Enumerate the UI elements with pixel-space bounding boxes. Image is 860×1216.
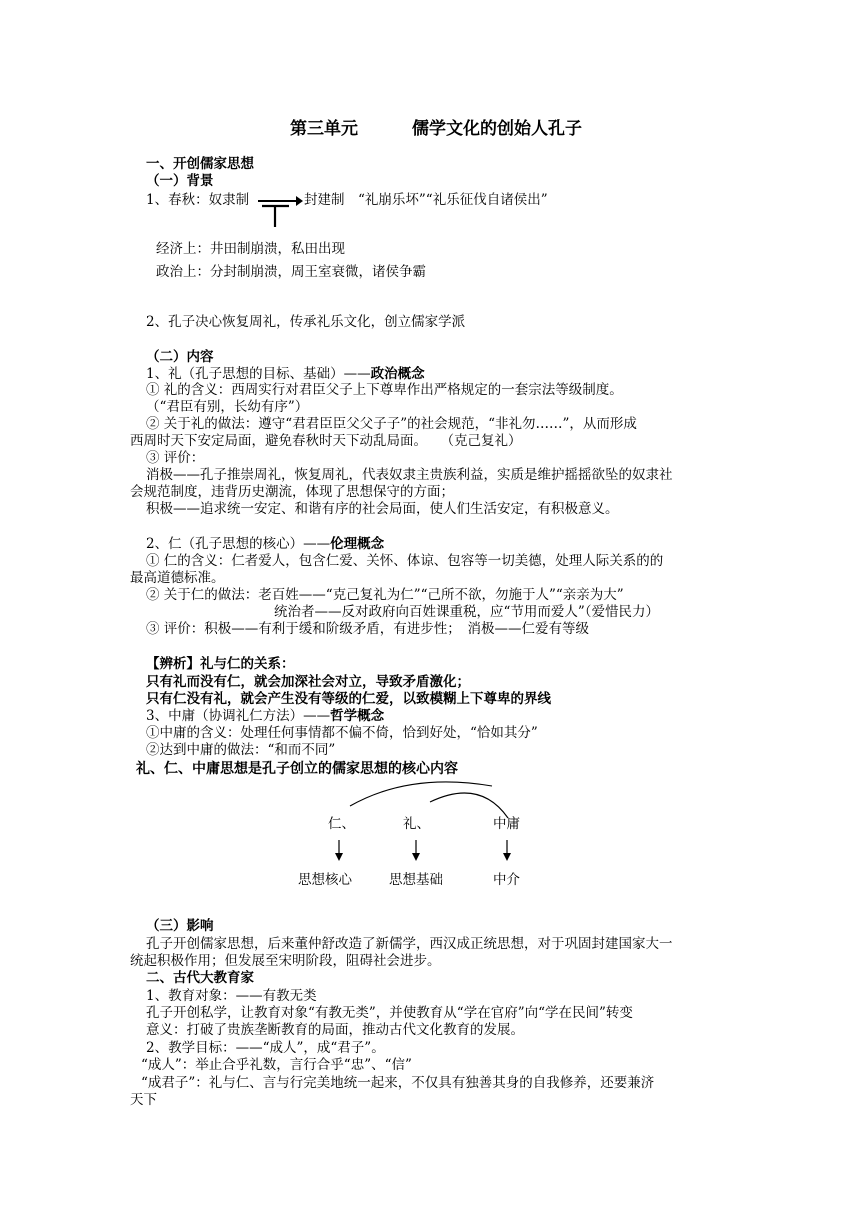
text-line: 经济上：井田制崩溃，私田出现 bbox=[156, 241, 345, 257]
li-concept: 政治概念 bbox=[370, 366, 425, 382]
core-statement: 礼、仁、中庸思想是孔子创立的儒家思想的核心内容 bbox=[136, 761, 458, 777]
text-line: 西周时天下安定局面，避免春秋时天下动乱局面。 （克己复礼） bbox=[130, 433, 522, 449]
diagram-label-basis: 思想基础 bbox=[389, 872, 443, 888]
subsection-heading: （二）内容 bbox=[146, 349, 214, 365]
text-line: （“君臣有别，长幼有序”） bbox=[146, 399, 309, 415]
text-line: ①中庸的含义：处理任何事情都不偏不倚，恰到好处，“恰如其分” bbox=[146, 725, 538, 741]
text-line: ③ 评价：积极——有利于缓和阶级矛盾，有进步性； 消极——仁爱有等级 bbox=[146, 621, 590, 637]
text-line: 2、教学目标：——“成人”，成“君子”。 bbox=[146, 1040, 385, 1056]
analysis-line: 只有礼而没有仁，就会加深社会对立，导致矛盾激化； bbox=[146, 674, 470, 690]
text-line: ① 礼的含义：西周实行对君臣父子上下尊卑作出严格规定的一套宗法等级制度。 bbox=[146, 382, 623, 398]
text-line: “成人”：举止合乎礼数，言行合乎“忠”、“信” bbox=[141, 1057, 412, 1073]
text-line: 1、教育对象：——有教无类 bbox=[146, 988, 317, 1004]
ren-heading: 2、仁（孔子思想的核心）—— bbox=[146, 536, 331, 552]
text-line: 最高道德标准。 bbox=[130, 570, 225, 586]
arrow-down-icon bbox=[503, 840, 511, 861]
arrow-down-icon bbox=[335, 840, 343, 861]
section-heading: 二、古代大教育家 bbox=[146, 970, 254, 986]
text-line: 消极——孔子推崇周礼，恢复周礼，代表奴隶主贵族利益，实质是维护摇摇欲坠的奴隶社 bbox=[146, 467, 673, 483]
text-line: 2、孔子决心恢复周礼，传承礼乐文化，创立儒家学派 bbox=[146, 314, 466, 330]
text-line: 孔子开创儒家思想，后来董仲舒改造了新儒学，西汉成正统思想，对于巩固封建国家大一 bbox=[146, 936, 673, 952]
arc-connector-right bbox=[430, 793, 508, 818]
text-line: 统治者——反对政府向百姓课重税，应“节用而爱人”（爱惜民力） bbox=[274, 604, 660, 620]
text-line: ① 仁的含义：仁者爱人，包含仁爱、关怀、体谅、包容等一切美德，处理人际关系的的 bbox=[146, 553, 664, 569]
arrow-down-icon bbox=[412, 840, 420, 861]
subsection-heading: （三）影响 bbox=[146, 918, 214, 934]
diagram-node-ren: 仁、 bbox=[328, 816, 355, 832]
text-line: 统起积极作用；但发展至宋明阶段，阻碍社会进步。 bbox=[130, 953, 441, 969]
text-line: 意义：打破了贵族垄断教育的局面，推动古代文化教育的发展。 bbox=[146, 1022, 524, 1038]
diagram-label-medium: 中介 bbox=[493, 872, 520, 888]
zy-heading: 3、中庸（协调礼仁方法）—— bbox=[146, 708, 331, 724]
subsection-heading: （一）背景 bbox=[146, 173, 214, 189]
text-line: 孔子开创私学，让教育对象“有教无类”，并使教育从“学在官府”向“学在民间”转变 bbox=[146, 1005, 633, 1021]
analysis-line: 只有仁没有礼，就会产生没有等级的仁爱，以致模糊上下尊卑的界线 bbox=[146, 691, 551, 707]
text-line: ③ 评价： bbox=[146, 450, 205, 466]
text-line: 封建制 “礼崩乐坏”“礼乐征伐自诸侯出” bbox=[304, 192, 548, 208]
text-line: ② 关于仁的做法：老百姓——“克己复礼为仁”“己所不欲，勿施于人”“亲亲为大” bbox=[146, 587, 624, 603]
document-title: 儒学文化的创始人孔子 bbox=[412, 119, 582, 139]
text-line: ② 关于礼的做法：遵守“君君臣臣父父子子”的社会规范，“非礼勿……”，从而形成 bbox=[146, 416, 637, 432]
text-line: 1、春秋：奴隶制 bbox=[146, 192, 250, 208]
text-line: 天下 bbox=[130, 1092, 157, 1108]
section-heading: 一、开创儒家思想 bbox=[146, 156, 254, 172]
diagram-node-li: 礼、 bbox=[403, 816, 430, 832]
arc-connector-left bbox=[350, 782, 492, 806]
diagram-node-zhongyong: 中庸 bbox=[493, 816, 520, 832]
text-line: “成君子”：礼与仁、言与行完美地统一起来，不仅具有独善其身的自我修养，还要兼济 bbox=[141, 1075, 655, 1091]
text-line: 会规范制度，违背历史潮流，体现了思想保守的方面； bbox=[130, 484, 454, 500]
zy-concept: 哲学概念 bbox=[330, 708, 385, 724]
analysis-heading: 【辨析】礼与仁的关系： bbox=[146, 656, 295, 672]
text-line: ②达到中庸的做法：“和而不同” bbox=[146, 742, 336, 758]
diagram-label-core: 思想核心 bbox=[298, 872, 352, 888]
li-heading: 1、礼（孔子思想的目标、基础）—— bbox=[146, 366, 371, 382]
document-unit-title: 第三单元 bbox=[290, 119, 358, 139]
ren-concept: 伦理概念 bbox=[330, 536, 385, 552]
text-line: 政治上：分封制崩溃，周王室衰微，诸侯争霸 bbox=[156, 264, 426, 280]
text-line: 积极——追求统一安定、和谐有序的社会局面，使人们生活安定，有积极意义。 bbox=[146, 501, 619, 517]
